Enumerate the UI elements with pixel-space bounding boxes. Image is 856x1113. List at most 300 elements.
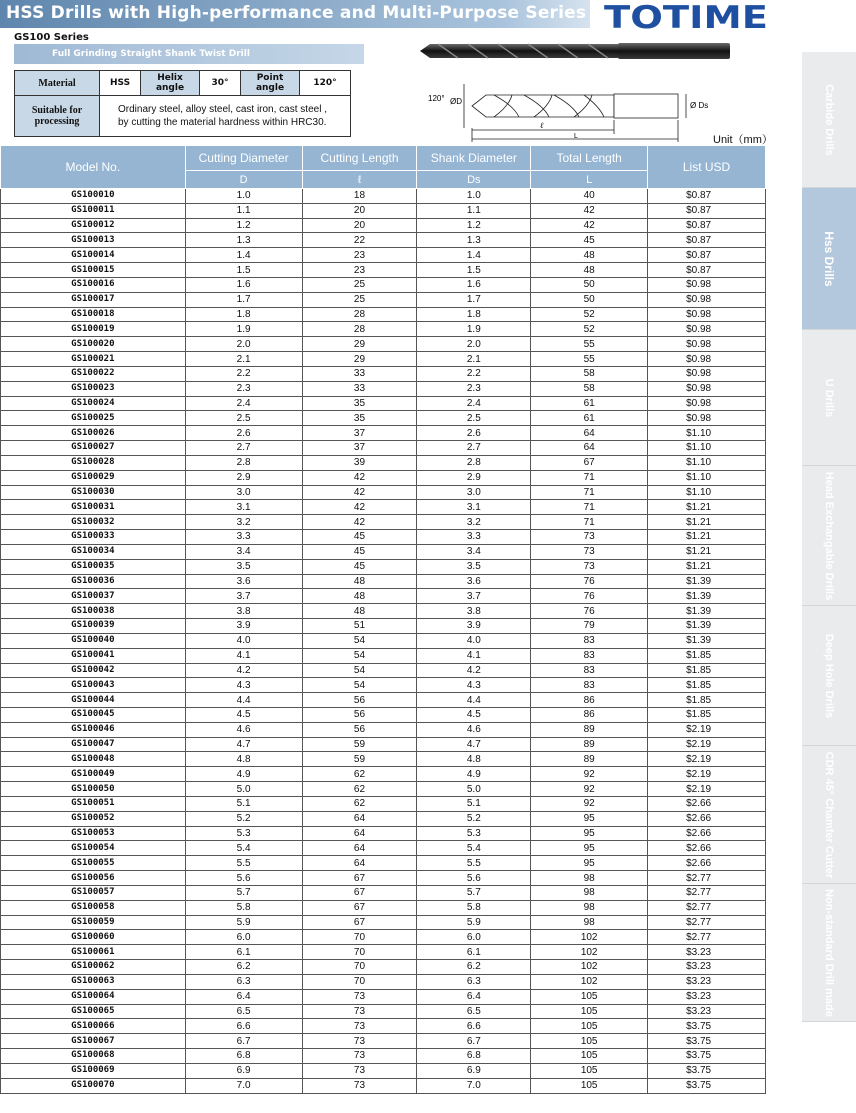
cell-total-length: 102 xyxy=(531,974,648,989)
cell-cutting-length: 20 xyxy=(302,218,417,233)
table-row xyxy=(1,900,766,915)
suitable-label: Suitable for processing xyxy=(15,96,100,137)
cell-total-length: 95 xyxy=(531,856,648,871)
cell-cutting-length: 64 xyxy=(302,856,417,871)
cell-total-length: 73 xyxy=(531,559,648,574)
cell-model: GS100069 xyxy=(1,1063,186,1078)
cell-cutting-diameter: 5.6 xyxy=(185,871,302,886)
sidebar-tab-3[interactable] xyxy=(802,466,856,606)
cell-shank-diameter: 2.8 xyxy=(417,455,531,470)
cell-cutting-length: 73 xyxy=(302,1063,417,1078)
table-row xyxy=(1,574,766,589)
cell-total-length: 64 xyxy=(531,441,648,456)
cell-cutting-diameter: 4.6 xyxy=(185,722,302,737)
cell-shank-diameter: 5.0 xyxy=(417,782,531,797)
cell-shank-diameter: 1.3 xyxy=(417,233,531,248)
cell-cutting-length: 20 xyxy=(302,203,417,218)
table-row xyxy=(1,945,766,960)
cell-total-length: 55 xyxy=(531,337,648,352)
cell-total-length: 64 xyxy=(531,426,648,441)
cell-model: GS100021 xyxy=(1,352,186,367)
cell-model: GS100019 xyxy=(1,322,186,337)
cell-shank-diameter: 4.0 xyxy=(417,633,531,648)
sidebar-tab-label: Carbide Drills xyxy=(823,83,835,156)
cell-model: GS100054 xyxy=(1,841,186,856)
cell-shank-diameter: 2.9 xyxy=(417,470,531,485)
cell-total-length: 92 xyxy=(531,796,648,811)
cell-cutting-diameter: 6.6 xyxy=(185,1019,302,1034)
table-row xyxy=(1,530,766,545)
cell-shank-diameter: 4.5 xyxy=(417,707,531,722)
cell-model: GS100022 xyxy=(1,366,186,381)
cell-cutting-length: 56 xyxy=(302,693,417,708)
table-row xyxy=(1,426,766,441)
table-row xyxy=(1,1034,766,1049)
cell-price: $0.98 xyxy=(648,352,766,367)
header-cutting-length: Cutting Length xyxy=(302,146,417,171)
cell-shank-diameter: 6.6 xyxy=(417,1019,531,1034)
cell-price: $1.39 xyxy=(648,574,766,589)
cell-price: $1.85 xyxy=(648,707,766,722)
cell-price: $0.98 xyxy=(648,337,766,352)
brand-logo-text: TOTIME xyxy=(604,0,768,32)
cell-cutting-length: 54 xyxy=(302,633,417,648)
cell-cutting-diameter: 3.7 xyxy=(185,589,302,604)
cell-cutting-length: 25 xyxy=(302,292,417,307)
cell-shank-diameter: 3.2 xyxy=(417,515,531,530)
cell-shank-diameter: 1.7 xyxy=(417,292,531,307)
cell-total-length: 89 xyxy=(531,722,648,737)
table-row xyxy=(1,663,766,678)
cell-cutting-length: 45 xyxy=(302,530,417,545)
cutting-diameter-label: ØD xyxy=(450,97,462,106)
cell-total-length: 102 xyxy=(531,960,648,975)
cell-shank-diameter: 5.5 xyxy=(417,856,531,871)
cell-cutting-diameter: 6.3 xyxy=(185,974,302,989)
cell-shank-diameter: 6.1 xyxy=(417,945,531,960)
cell-price: $2.19 xyxy=(648,767,766,782)
table-row xyxy=(1,1004,766,1019)
cell-shank-diameter: 4.6 xyxy=(417,722,531,737)
cell-total-length: 67 xyxy=(531,455,648,470)
cell-cutting-diameter: 5.3 xyxy=(185,826,302,841)
table-row xyxy=(1,470,766,485)
cell-total-length: 89 xyxy=(531,737,648,752)
cell-price: $2.66 xyxy=(648,826,766,841)
cell-cutting-diameter: 5.4 xyxy=(185,841,302,856)
table-row xyxy=(1,589,766,604)
table-row xyxy=(1,678,766,693)
cell-shank-diameter: 3.5 xyxy=(417,559,531,574)
cell-cutting-diameter: 5.1 xyxy=(185,796,302,811)
cell-price: $0.87 xyxy=(648,218,766,233)
cell-price: $2.77 xyxy=(648,930,766,945)
cell-model: GS100038 xyxy=(1,604,186,619)
cell-shank-diameter: 5.3 xyxy=(417,826,531,841)
cell-cutting-length: 56 xyxy=(302,722,417,737)
cell-shank-diameter: 6.4 xyxy=(417,989,531,1004)
cell-model: GS100011 xyxy=(1,203,186,218)
cell-cutting-length: 64 xyxy=(302,841,417,856)
cell-shank-diameter: 2.1 xyxy=(417,352,531,367)
cell-shank-diameter: 3.9 xyxy=(417,619,531,634)
cell-shank-diameter: 6.0 xyxy=(417,930,531,945)
cell-price: $2.77 xyxy=(648,885,766,900)
cell-cutting-length: 42 xyxy=(302,470,417,485)
table-row xyxy=(1,974,766,989)
cell-total-length: 105 xyxy=(531,989,648,1004)
cell-price: $0.87 xyxy=(648,263,766,278)
cell-total-length: 71 xyxy=(531,515,648,530)
cell-shank-diameter: 1.5 xyxy=(417,263,531,278)
cell-cutting-length: 70 xyxy=(302,960,417,975)
cell-shank-diameter: 3.4 xyxy=(417,544,531,559)
cell-price: $1.21 xyxy=(648,500,766,515)
cell-shank-diameter: 5.2 xyxy=(417,811,531,826)
cell-cutting-length: 33 xyxy=(302,366,417,381)
cell-price: $1.39 xyxy=(648,589,766,604)
cell-shank-diameter: 4.7 xyxy=(417,737,531,752)
cell-cutting-diameter: 7.0 xyxy=(185,1078,302,1093)
table-row xyxy=(1,693,766,708)
cell-model: GS100024 xyxy=(1,396,186,411)
cell-shank-diameter: 4.8 xyxy=(417,752,531,767)
table-row xyxy=(1,233,766,248)
cell-model: GS100046 xyxy=(1,722,186,737)
table-row xyxy=(1,856,766,871)
cell-model: GS100015 xyxy=(1,263,186,278)
cell-cutting-diameter: 3.5 xyxy=(185,559,302,574)
cell-model: GS100026 xyxy=(1,426,186,441)
cell-model: GS100020 xyxy=(1,337,186,352)
cell-model: GS100062 xyxy=(1,960,186,975)
header-model: Model No. xyxy=(1,146,186,189)
cell-shank-diameter: 6.3 xyxy=(417,974,531,989)
cell-model: GS100045 xyxy=(1,707,186,722)
cell-shank-diameter: 1.2 xyxy=(417,218,531,233)
sidebar-tab-6[interactable] xyxy=(802,884,856,1022)
cell-cutting-diameter: 4.4 xyxy=(185,693,302,708)
cell-total-length: 76 xyxy=(531,604,648,619)
cell-cutting-diameter: 2.9 xyxy=(185,470,302,485)
cell-cutting-length: 73 xyxy=(302,1078,417,1093)
cell-price: $0.98 xyxy=(648,322,766,337)
cell-price: $2.66 xyxy=(648,811,766,826)
cell-cutting-length: 51 xyxy=(302,619,417,634)
cell-model: GS100053 xyxy=(1,826,186,841)
cell-shank-diameter: 3.3 xyxy=(417,530,531,545)
cell-model: GS100014 xyxy=(1,248,186,263)
cell-cutting-diameter: 6.0 xyxy=(185,930,302,945)
cell-total-length: 102 xyxy=(531,945,648,960)
cell-price: $3.75 xyxy=(648,1078,766,1093)
cell-shank-diameter: 6.5 xyxy=(417,1004,531,1019)
sidebar-tab-1[interactable] xyxy=(802,188,856,330)
cell-price: $1.10 xyxy=(648,441,766,456)
cell-shank-diameter: 5.4 xyxy=(417,841,531,856)
cell-cutting-length: 25 xyxy=(302,277,417,292)
cell-shank-diameter: 3.1 xyxy=(417,500,531,515)
cell-cutting-diameter: 6.7 xyxy=(185,1034,302,1049)
cell-cutting-diameter: 1.4 xyxy=(185,248,302,263)
cell-cutting-diameter: 1.7 xyxy=(185,292,302,307)
cell-total-length: 105 xyxy=(531,1019,648,1034)
table-row xyxy=(1,752,766,767)
cell-price: $0.98 xyxy=(648,292,766,307)
cell-shank-diameter: 2.7 xyxy=(417,441,531,456)
cell-cutting-diameter: 3.8 xyxy=(185,604,302,619)
cell-model: GS100016 xyxy=(1,277,186,292)
table-row xyxy=(1,203,766,218)
table-row xyxy=(1,722,766,737)
cell-price: $2.66 xyxy=(648,856,766,871)
cell-cutting-diameter: 2.7 xyxy=(185,441,302,456)
cell-price: $3.75 xyxy=(648,1049,766,1064)
sidebar-tab-5[interactable] xyxy=(802,746,856,884)
cell-cutting-diameter: 4.5 xyxy=(185,707,302,722)
cell-model: GS100039 xyxy=(1,619,186,634)
page-title: HSS Drills with High-performance and Multi-Purpose Series xyxy=(6,3,587,23)
cell-cutting-diameter: 5.0 xyxy=(185,782,302,797)
cell-cutting-diameter: 3.6 xyxy=(185,574,302,589)
table-row xyxy=(1,782,766,797)
cell-cutting-diameter: 4.2 xyxy=(185,663,302,678)
cell-model: GS100018 xyxy=(1,307,186,322)
cell-cutting-diameter: 6.5 xyxy=(185,1004,302,1019)
header-cutting-diameter: Cutting Diameter xyxy=(185,146,302,171)
cell-cutting-diameter: 2.1 xyxy=(185,352,302,367)
cell-total-length: 52 xyxy=(531,307,648,322)
cell-total-length: 98 xyxy=(531,900,648,915)
cell-cutting-diameter: 4.1 xyxy=(185,648,302,663)
table-row xyxy=(1,707,766,722)
cell-cutting-diameter: 2.2 xyxy=(185,366,302,381)
cell-total-length: 48 xyxy=(531,248,648,263)
cell-price: $1.39 xyxy=(648,633,766,648)
cell-cutting-length: 67 xyxy=(302,871,417,886)
cell-price: $0.98 xyxy=(648,277,766,292)
cell-model: GS100070 xyxy=(1,1078,186,1093)
cell-cutting-length: 35 xyxy=(302,396,417,411)
cell-cutting-length: 62 xyxy=(302,796,417,811)
cell-price: $2.66 xyxy=(648,841,766,856)
cell-total-length: 40 xyxy=(531,189,648,204)
cell-cutting-diameter: 1.6 xyxy=(185,277,302,292)
cell-shank-diameter: 6.7 xyxy=(417,1034,531,1049)
cell-total-length: 105 xyxy=(531,1078,648,1093)
cell-model: GS100060 xyxy=(1,930,186,945)
cell-shank-diameter: 4.3 xyxy=(417,678,531,693)
cell-total-length: 61 xyxy=(531,396,648,411)
cell-cutting-length: 48 xyxy=(302,589,417,604)
cell-total-length: 61 xyxy=(531,411,648,426)
cell-price: $2.66 xyxy=(648,796,766,811)
table-row xyxy=(1,322,766,337)
cell-total-length: 98 xyxy=(531,885,648,900)
unit-label: Unit（mm） xyxy=(713,134,773,146)
cell-total-length: 86 xyxy=(531,693,648,708)
cell-price: $0.87 xyxy=(648,248,766,263)
cell-price: $1.10 xyxy=(648,485,766,500)
cell-cutting-diameter: 2.0 xyxy=(185,337,302,352)
spec-table xyxy=(14,70,351,137)
cell-total-length: 83 xyxy=(531,663,648,678)
header-cutting-diameter-symbol: D xyxy=(185,171,302,189)
cell-total-length: 105 xyxy=(531,1063,648,1078)
cell-cutting-length: 39 xyxy=(302,455,417,470)
cell-model: GS100023 xyxy=(1,381,186,396)
cell-cutting-length: 62 xyxy=(302,767,417,782)
cell-total-length: 58 xyxy=(531,381,648,396)
cell-total-length: 92 xyxy=(531,782,648,797)
table-row xyxy=(1,248,766,263)
cell-shank-diameter: 4.1 xyxy=(417,648,531,663)
table-row xyxy=(1,189,766,204)
cell-cutting-length: 73 xyxy=(302,1004,417,1019)
product-subtitle: Full Grinding Straight Shank Twist Drill xyxy=(14,44,364,64)
header-cutting-length-symbol: ℓ xyxy=(302,171,417,189)
cell-cutting-diameter: 3.3 xyxy=(185,530,302,545)
cell-cutting-length: 23 xyxy=(302,248,417,263)
cell-price: $2.77 xyxy=(648,915,766,930)
table-row xyxy=(1,381,766,396)
table-row xyxy=(1,500,766,515)
cell-cutting-diameter: 6.2 xyxy=(185,960,302,975)
cell-shank-diameter: 2.6 xyxy=(417,426,531,441)
table-row xyxy=(1,544,766,559)
header-bar xyxy=(0,0,590,28)
table-row xyxy=(1,1019,766,1034)
cell-total-length: 83 xyxy=(531,633,648,648)
cell-model: GS100010 xyxy=(1,189,186,204)
cell-price: $1.10 xyxy=(648,470,766,485)
cell-model: GS100012 xyxy=(1,218,186,233)
table-row xyxy=(1,989,766,1004)
cell-cutting-length: 73 xyxy=(302,1049,417,1064)
cell-cutting-length: 28 xyxy=(302,322,417,337)
cell-price: $2.19 xyxy=(648,752,766,767)
table-row xyxy=(1,604,766,619)
cell-price: $3.23 xyxy=(648,960,766,975)
cell-cutting-diameter: 6.8 xyxy=(185,1049,302,1064)
cell-model: GS100050 xyxy=(1,782,186,797)
cell-cutting-diameter: 5.7 xyxy=(185,885,302,900)
header-total-length-symbol: L xyxy=(531,171,648,189)
cell-model: GS100032 xyxy=(1,515,186,530)
sidebar-tab-0[interactable] xyxy=(802,52,856,188)
cell-model: GS100017 xyxy=(1,292,186,307)
cell-price: $1.85 xyxy=(648,678,766,693)
cell-model: GS100065 xyxy=(1,1004,186,1019)
cell-total-length: 58 xyxy=(531,366,648,381)
cell-cutting-diameter: 1.1 xyxy=(185,203,302,218)
series-label: GS100 Series xyxy=(14,32,89,43)
cell-total-length: 42 xyxy=(531,218,648,233)
cell-shank-diameter: 5.7 xyxy=(417,885,531,900)
cell-cutting-diameter: 4.0 xyxy=(185,633,302,648)
cell-shank-diameter: 7.0 xyxy=(417,1078,531,1093)
cell-model: GS100048 xyxy=(1,752,186,767)
cell-cutting-diameter: 4.7 xyxy=(185,737,302,752)
cell-cutting-length: 42 xyxy=(302,500,417,515)
cell-price: $1.21 xyxy=(648,544,766,559)
table-row xyxy=(1,218,766,233)
cell-cutting-length: 73 xyxy=(302,1019,417,1034)
table-row xyxy=(1,559,766,574)
cell-cutting-diameter: 4.3 xyxy=(185,678,302,693)
cell-model: GS100036 xyxy=(1,574,186,589)
table-row xyxy=(1,737,766,752)
cell-total-length: 71 xyxy=(531,500,648,515)
table-row xyxy=(1,960,766,975)
sidebar-tab-label: Hss Drills xyxy=(822,230,836,287)
table-row xyxy=(1,885,766,900)
sidebar-tab-2[interactable] xyxy=(802,330,856,466)
cell-price: $0.87 xyxy=(648,203,766,218)
cell-shank-diameter: 6.9 xyxy=(417,1063,531,1078)
cell-cutting-length: 59 xyxy=(302,737,417,752)
cell-total-length: 95 xyxy=(531,826,648,841)
cell-price: $0.87 xyxy=(648,189,766,204)
table-row xyxy=(1,619,766,634)
sidebar-tab-4[interactable] xyxy=(802,606,856,746)
brand-logo xyxy=(604,0,770,32)
cell-total-length: 92 xyxy=(531,767,648,782)
cell-cutting-length: 64 xyxy=(302,811,417,826)
cell-total-length: 50 xyxy=(531,292,648,307)
cell-cutting-diameter: 1.8 xyxy=(185,307,302,322)
cell-shank-diameter: 3.6 xyxy=(417,574,531,589)
cell-model: GS100049 xyxy=(1,767,186,782)
cell-model: GS100057 xyxy=(1,885,186,900)
cell-total-length: 79 xyxy=(531,619,648,634)
cell-shank-diameter: 4.4 xyxy=(417,693,531,708)
point-label: Point angle xyxy=(241,71,300,96)
cell-total-length: 76 xyxy=(531,574,648,589)
cell-cutting-diameter: 2.3 xyxy=(185,381,302,396)
cell-model: GS100041 xyxy=(1,648,186,663)
cell-shank-diameter: 2.3 xyxy=(417,381,531,396)
table-row xyxy=(1,796,766,811)
cell-cutting-length: 42 xyxy=(302,515,417,530)
table-row xyxy=(1,633,766,648)
cell-model: GS100027 xyxy=(1,441,186,456)
cell-shank-diameter: 3.7 xyxy=(417,589,531,604)
cell-cutting-length: 18 xyxy=(302,189,417,204)
cell-total-length: 95 xyxy=(531,841,648,856)
header-total-length: Total Length xyxy=(531,146,648,171)
cell-cutting-length: 54 xyxy=(302,648,417,663)
cell-price: $1.85 xyxy=(648,648,766,663)
cell-shank-diameter: 1.0 xyxy=(417,189,531,204)
cell-cutting-diameter: 1.3 xyxy=(185,233,302,248)
cell-cutting-length: 70 xyxy=(302,930,417,945)
table-row xyxy=(1,930,766,945)
sidebar-tab-label: Head Exchangable Drills xyxy=(823,471,835,600)
cell-cutting-diameter: 2.6 xyxy=(185,426,302,441)
point-value: 120° xyxy=(300,71,351,96)
material-label: Material xyxy=(15,71,100,96)
cell-model: GS100034 xyxy=(1,544,186,559)
cell-price: $0.98 xyxy=(648,307,766,322)
cell-model: GS100029 xyxy=(1,470,186,485)
cell-cutting-length: 45 xyxy=(302,544,417,559)
suitable-line-2: by cutting the material hardness within HRC30. xyxy=(118,117,327,128)
helix-value: 30° xyxy=(200,71,241,96)
cell-model: GS100025 xyxy=(1,411,186,426)
cell-cutting-length: 54 xyxy=(302,663,417,678)
cell-cutting-diameter: 2.5 xyxy=(185,411,302,426)
